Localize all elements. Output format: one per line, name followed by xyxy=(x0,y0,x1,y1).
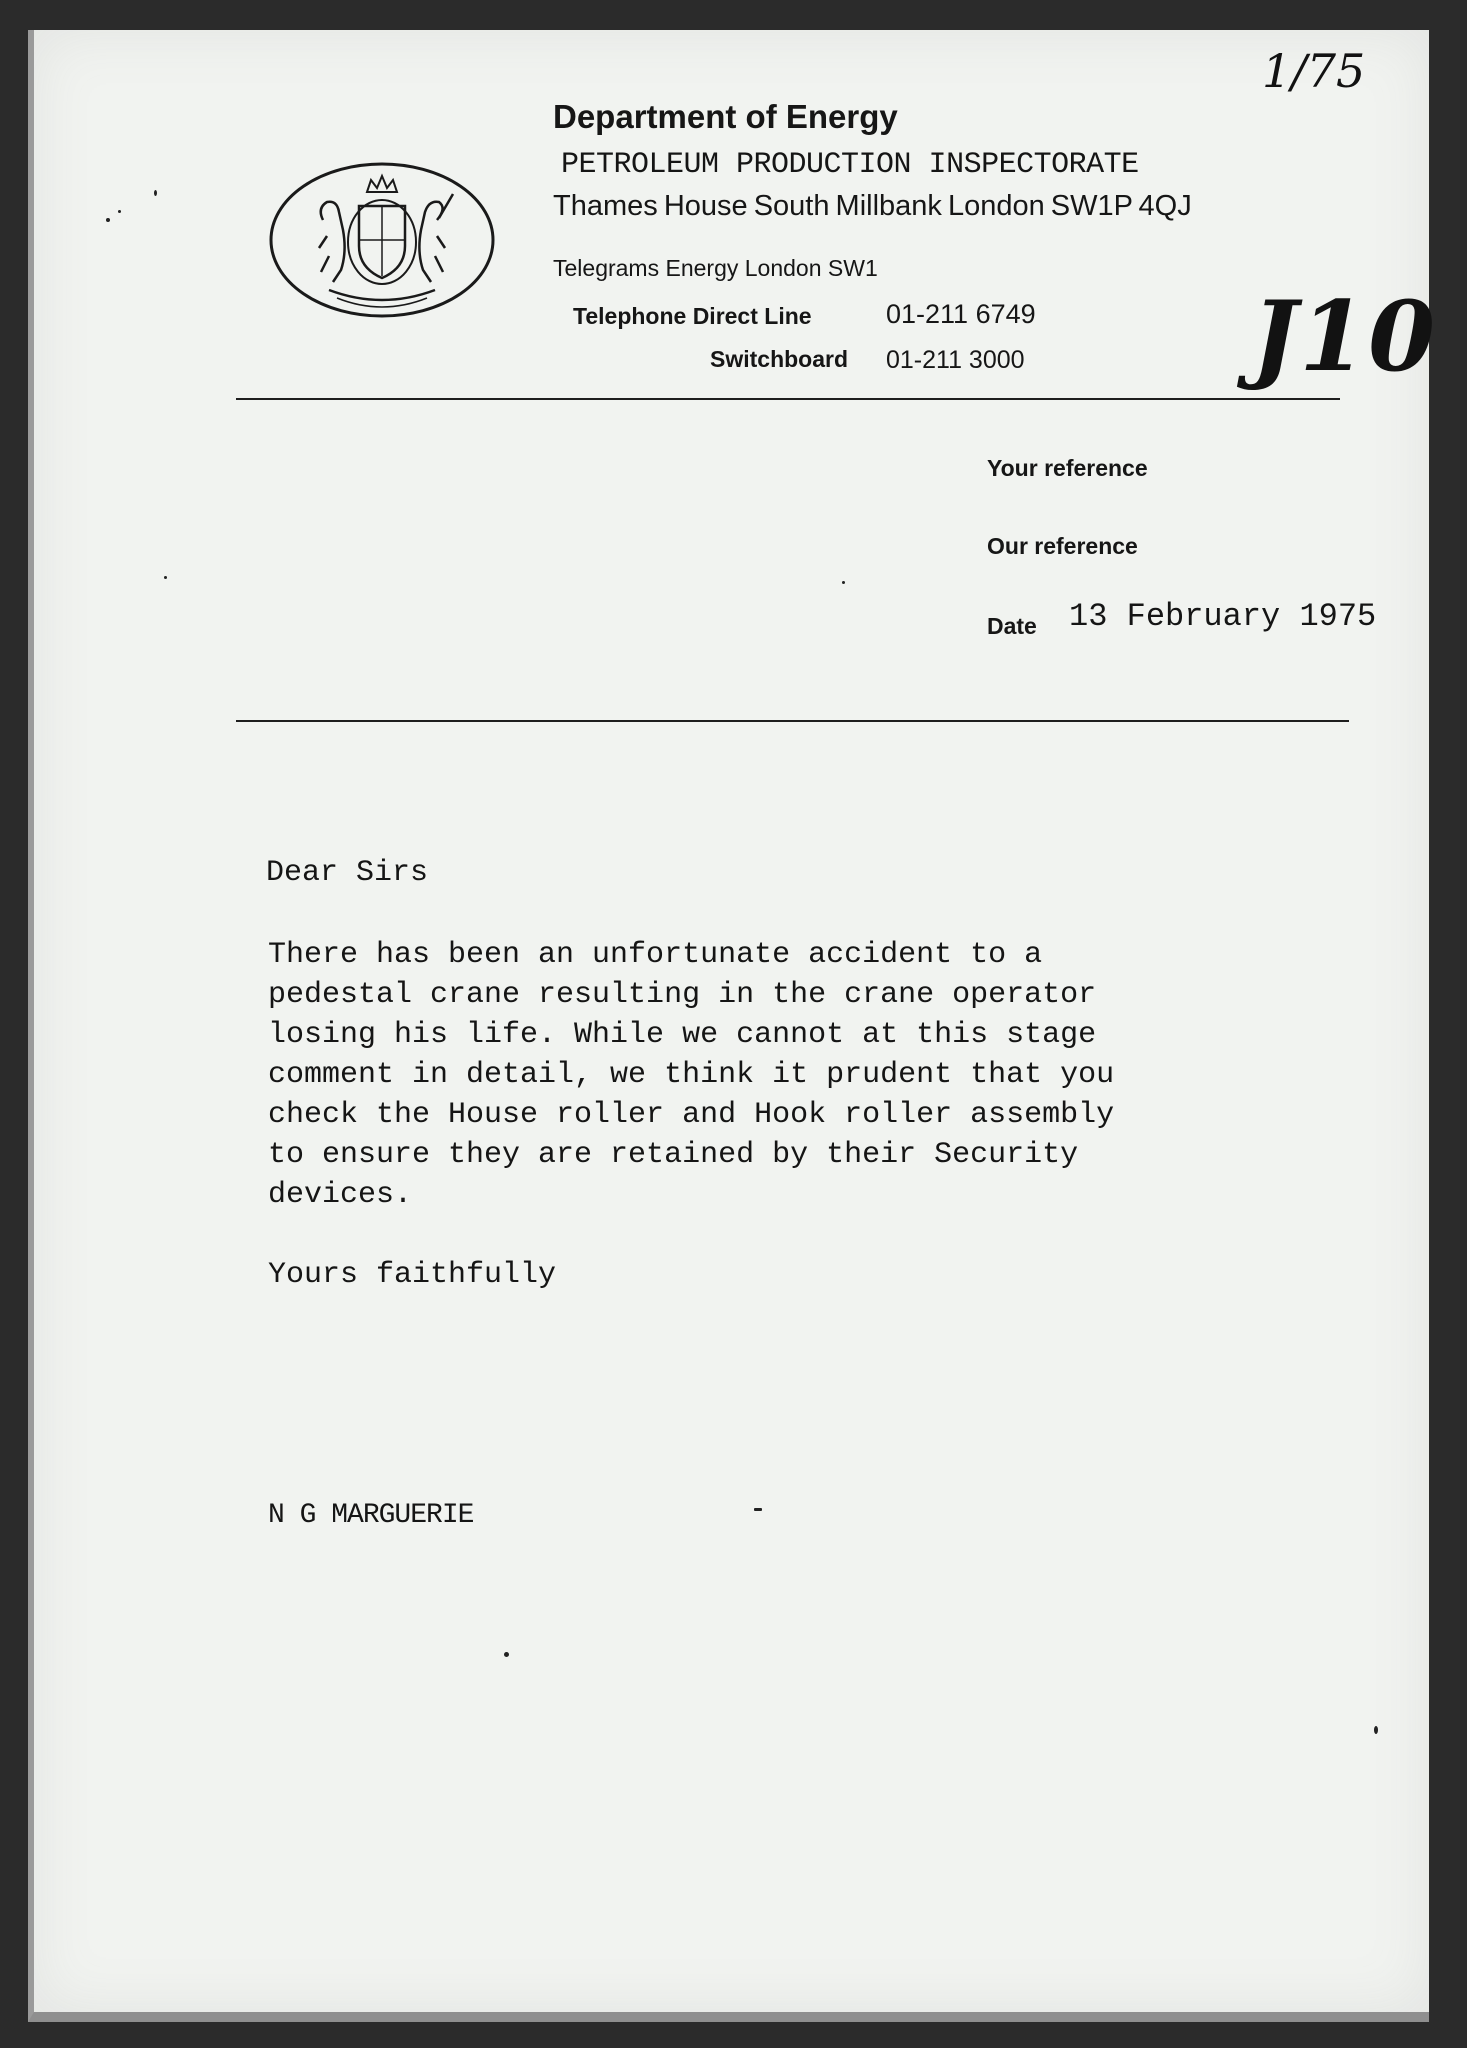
switchboard-number: 01-211 3000 xyxy=(886,346,1025,374)
letter-body-line: to ensure they are retained by their Security xyxy=(268,1138,1079,1172)
scan-speck xyxy=(504,1652,509,1657)
scan-speck xyxy=(842,581,845,584)
direct-line-label: Telephone Direct Line xyxy=(573,303,812,329)
department-address: Thames House South Millbank London SW1P 4QJ xyxy=(553,190,1192,222)
switchboard-label: Switchboard xyxy=(710,346,849,372)
letter-body-line: comment in detail, we think it prudent that you xyxy=(268,1058,1115,1092)
closing: Yours faithfully xyxy=(268,1258,557,1292)
letter-body-line: devices. xyxy=(268,1178,413,1212)
royal-crest-icon xyxy=(267,160,497,320)
scan-speck xyxy=(106,218,110,222)
your-reference-label: Your reference xyxy=(987,455,1148,481)
scan-speck xyxy=(118,210,121,213)
signatory-name: N G MARGUERIE xyxy=(268,1500,474,1531)
salutation: Dear Sirs xyxy=(266,856,429,890)
letter-date: 13 February 1975 xyxy=(1069,598,1377,635)
file-number-annotation: J10 xyxy=(1252,280,1438,393)
our-reference-label: Our reference xyxy=(987,533,1138,559)
reference-divider xyxy=(236,720,1349,722)
page-number-annotation: 1/75 xyxy=(1262,44,1366,98)
scan-speck xyxy=(154,190,157,196)
inspectorate-name: PETROLEUM PRODUCTION INSPECTORATE xyxy=(561,148,1139,182)
scan-speck xyxy=(754,1508,762,1511)
scan-speck xyxy=(164,576,167,579)
direct-line-number: 01-211 6749 xyxy=(886,299,1036,329)
letter-body-line: pedestal crane resulting in the crane operator xyxy=(268,978,1097,1012)
letter-body-line: losing his life. While we cannot at this stage xyxy=(268,1018,1097,1052)
scan-speck xyxy=(1374,1726,1378,1734)
letter-page xyxy=(28,30,1438,2022)
date-label: Date xyxy=(987,613,1037,639)
department-title: Department of Energy xyxy=(553,98,898,135)
header-divider xyxy=(236,398,1340,400)
letter-body-line: check the House roller and Hook roller assembly xyxy=(268,1098,1115,1132)
telegrams-address: Telegrams Energy London SW1 xyxy=(553,255,878,281)
letter-body-line: There has been an unfortunate accident to a xyxy=(268,938,1043,972)
